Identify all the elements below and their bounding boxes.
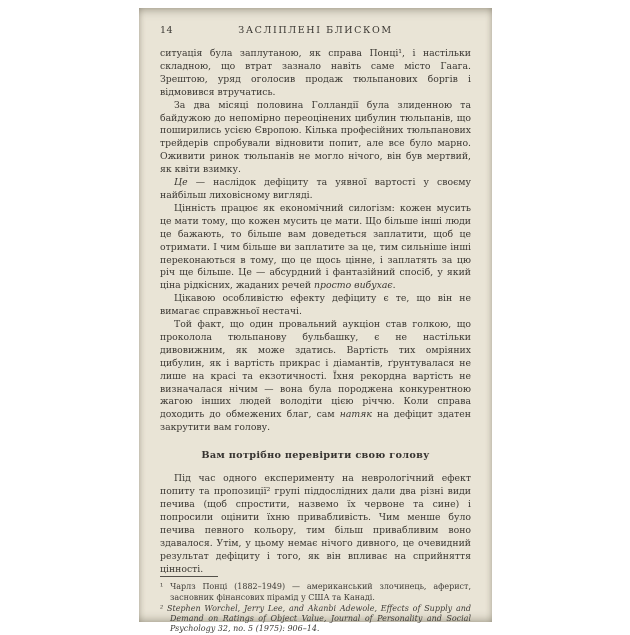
text-run: . xyxy=(392,280,396,292)
text-run: ¹ Чарлз Понці (1882–1949) — американський злочинець, аферист, засновник фінансових пірамід у США та Канаді. xyxy=(160,582,471,602)
paragraph xyxy=(160,177,471,203)
italic-run: просто вибухає xyxy=(314,280,393,292)
chapter-running-title: ЗАСЛІПЛЕНІ БЛИСКОМ xyxy=(238,25,393,36)
paragraph xyxy=(160,203,471,293)
footnote-block xyxy=(160,576,471,635)
paragraph xyxy=(160,319,471,435)
page-number: 14 xyxy=(160,25,174,36)
text-run: Цікавою особливістю ефекту дефіциту є те, що він не вимагає справжньої нестачі. xyxy=(160,293,471,318)
book-page xyxy=(139,8,492,634)
footnote-item xyxy=(160,582,471,602)
text-run: ситуація була заплутаною, як справа Понці¹, і настільки складною, що втрат зазнало навіть саме місто Гаага. Зрештою, уряд оголосив продаж тюльпанових боргів і відмовився втручатись. xyxy=(160,48,471,98)
text-run: За два місяці половина Голландії була злиденною та байдужою до непомірно переоцінених цибулин тюльпанів, що поширились усією Європою. Кілька професійних тюльпанових трейдерів спробували відновити попит, але все було марно. Оживити ринок тюльпанів не могло нічого, він був мертвий, як квіти взимку. xyxy=(160,99,471,176)
section-heading: Вам потрібно перевірити свою голову xyxy=(201,450,430,462)
text-run: Той факт, що один провальний аукціон став голкою, що проколола тюльпанову бульбашку, є не настільки дивовижним, як може здатись. Вартість тих омріяних цибулин, як і вартість прикрас і діамантів, ґрунтувалася не лише на красі та екзотичності. Їхня рекордна вартість не визначалася нічим — вона була породжена конкурентною жагою інших людей володіти цією річчю. Коли справа доходить до обмежених благ, сам xyxy=(160,319,471,421)
paragraph xyxy=(160,100,471,177)
footnote-divider xyxy=(160,576,218,577)
text-run: Цінність працює як економічний силогізм: кожен мусить це мати тому, що кожен мусить це мати. Що більше інші люди це бажають, то більше вам доведеться заплатити, щоб це отримати. І чим більше ви заплатите за це, тим сильніше інші переконаються в тому, що це щось цінне, і заплатять за цю річ ще більше. Це — абсурдний і фантазійний спосіб, у який ціна рідкісних, жаданих речей xyxy=(160,202,471,292)
italic-run: натяк xyxy=(339,409,372,421)
running-head xyxy=(160,25,471,37)
body-paragraphs xyxy=(160,48,471,435)
page-content xyxy=(139,8,492,634)
paragraph xyxy=(160,48,471,100)
text-run: на дефіцит здатен закрутити вам голову. xyxy=(160,409,471,434)
italic-run: Це xyxy=(174,177,188,189)
text-run: — наслідок дефіциту та уявної вартості у своєму найбільш лиховісному вигляді. xyxy=(160,177,471,201)
paragraph xyxy=(160,293,471,319)
section-paragraphs xyxy=(160,473,471,576)
footnotes xyxy=(160,582,471,634)
text-run: ² Stephen Worchel, Jerry Lee, and Akanbi Adewole, Effects of Supply and Demand on Ratings of Object Value, Journal of Personality and Social Psychology 32, no. 5 (1975): 906–14. xyxy=(160,603,471,634)
paragraph xyxy=(160,473,471,576)
text-run: Під час одного експерименту на неврологічний ефект попиту та пропозиції² групі піддослідних дали два різні види печива (щоб спростити, назвемо їх червоне та сине) і попросили оцінити їхню привабливість. Чим менше було печива певного кольору, тим більш привабливим воно здавалося. Утім, у цьому немає нічого дивного, це очевидний результат дефіциту і того, як він впливає на сприйняття цінності. xyxy=(160,473,471,575)
